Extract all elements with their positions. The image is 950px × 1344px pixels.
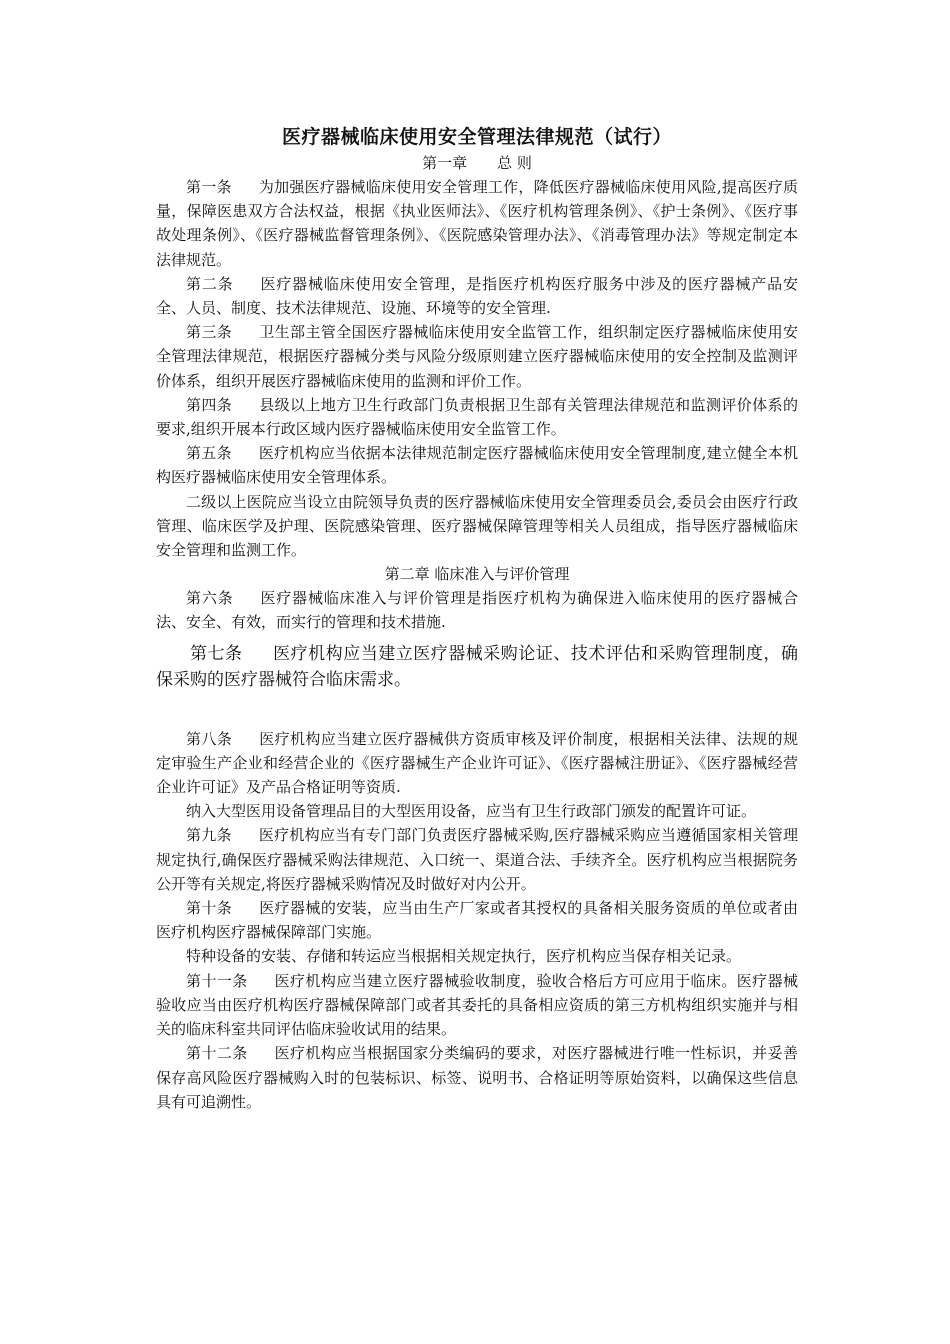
article-number: 第十一条 (186, 971, 248, 990)
article-10 (156, 896, 798, 944)
article-3 (156, 320, 798, 393)
article-6 (156, 586, 798, 634)
article-number: 第二条 (186, 274, 234, 293)
article-9 (156, 823, 798, 896)
article-text: 为加强医疗器械临床使用安全管理工作，降低医疗器械临床使用风险,提高医疗质量，保障医患双方合法权益，根据《执业医师法》、《医疗机构管理条例》、《护士条例》、《医疗事故处理条例》、《医疗器械监督管理条例》、《医院感染管理办法》、《消毒管理办法》等规定制定本法律规范。 (156, 178, 798, 269)
article-number: 第七条 (190, 643, 243, 664)
article-text: 医疗机构应当建立医疗器械验收制度，验收合格后方可应用于临床。医疗器械验收应当由医疗机构医疗器械保障部门或者其委托的具备相应资质的第三方机构组织实施并与相关的临床科室共同评估临床验收试用的结果。 (156, 971, 798, 1039)
article-4 (156, 393, 798, 441)
blank-line (156, 693, 798, 727)
article-text: 医疗机构应当建立医疗器械供方资质审核及评价制度，根据相关法律、法规的规定审验生产企业和经营企业的《医疗器械生产企业许可证》、《医疗器械注册证》、《医疗器械经营企业许可证》及产品合格证明等资质. (156, 729, 798, 797)
chapter-heading-1: 第一章 总 则 (422, 154, 532, 172)
article-12 (156, 1041, 798, 1114)
article-number: 第六条 (186, 589, 234, 608)
article-text: 县级以上地方卫生行政部门负责根据卫生部有关管理法律规范和监测评价体系的要求,组织开展本行政区域内医疗器械临床使用安全监管工作。 (156, 395, 798, 439)
article-text: 医疗器械临床准入与评价管理是指医疗机构为确保进入临床使用的医疗器械合法、安全、有效，而实行的管理和技术措施. (156, 589, 798, 632)
article-text: 医疗器械的安装，应当由生产厂家或者其授权的具备相关服务资质的单位或者由医疗机构医疗器械保障部门实施。 (156, 899, 798, 942)
article-number: 第三条 (186, 323, 233, 342)
article-text: 医疗器械临床使用安全管理，是指医疗机构医疗服务中涉及的医疗器械产品安全、人员、制度、技术法律规范、设施、环境等的安全管理. (156, 274, 798, 318)
article-2 (156, 272, 798, 320)
article-11 (156, 969, 798, 1042)
article-number: 第十二条 (186, 1044, 248, 1063)
article-text: 医疗机构应当有专门部门负责医疗器械采购,医疗器械采购应当遵循国家相关管理规定执行,确保医疗器械采购法律规范、入口统一、渠道合法、手续齐全。医疗机构应当根据院务公开等有关规定,将医疗器械采购情况及时做好对内公开。 (156, 826, 798, 893)
article-5 (156, 441, 798, 489)
article-5-paragraph-2: 二级以上医院应当设立由院领导负责的医疗器械临床使用安全管理委员会,委员会由医疗行政管理、临床医学及护理、医院感染管理、医疗器械保障管理等相关人员组成，指导医疗器械临床安全管理和监测工作。 (156, 492, 798, 560)
article-7 (156, 641, 798, 693)
article-text: 卫生部主管全国医疗器械临床使用安全监管工作，组织制定医疗器械临床使用安全管理法律规范，根据医疗器械分类与风险分级原则建立医疗器械临床使用的安全控制及监测评价体系，组织开展医疗器械临床使用的监测和评价工作。 (156, 323, 798, 390)
article-text: 医疗机构应当依据本法律规范制定医疗器械临床使用安全管理制度,建立健全本机构医疗器械临床使用安全管理体系。 (156, 444, 798, 487)
article-number: 第八条 (186, 729, 233, 748)
article-number: 第十条 (186, 899, 233, 918)
article-8 (156, 727, 798, 800)
article-number: 第一条 (186, 178, 232, 196)
article-number: 第五条 (186, 444, 232, 463)
article-number: 第四条 (186, 395, 233, 414)
article-number: 第九条 (186, 826, 232, 845)
document-title: 医疗器械临床使用安全管理法律规范（试行） (281, 126, 672, 148)
chapter-heading-2: 第二章 临床准入与评价管理 (384, 565, 570, 584)
article-text: 医疗机构应当建立医疗器械采购论证、技术评估和采购管理制度，确保采购的医疗器械符合临床需求。 (156, 643, 799, 690)
document-body (156, 122, 798, 1114)
article-10-paragraph-2: 特种设备的安装、存储和转运应当根据相关规定执行，医疗机构应当保存相关记录。 (186, 947, 742, 966)
article-1 (156, 175, 798, 272)
article-text: 医疗机构应当根据国家分类编码的要求，对医疗器械进行唯一性标识，并妥善保存高风险医疗器械购入时的包装标识、标签、说明书、合格证明等原始资料，以确保这些信息具有可追溯性。 (156, 1044, 798, 1111)
article-8-paragraph-2: 纳入大型医用设备管理品目的大型医用设备，应当有卫生行政部门颁发的配置许可证。 (186, 802, 757, 821)
